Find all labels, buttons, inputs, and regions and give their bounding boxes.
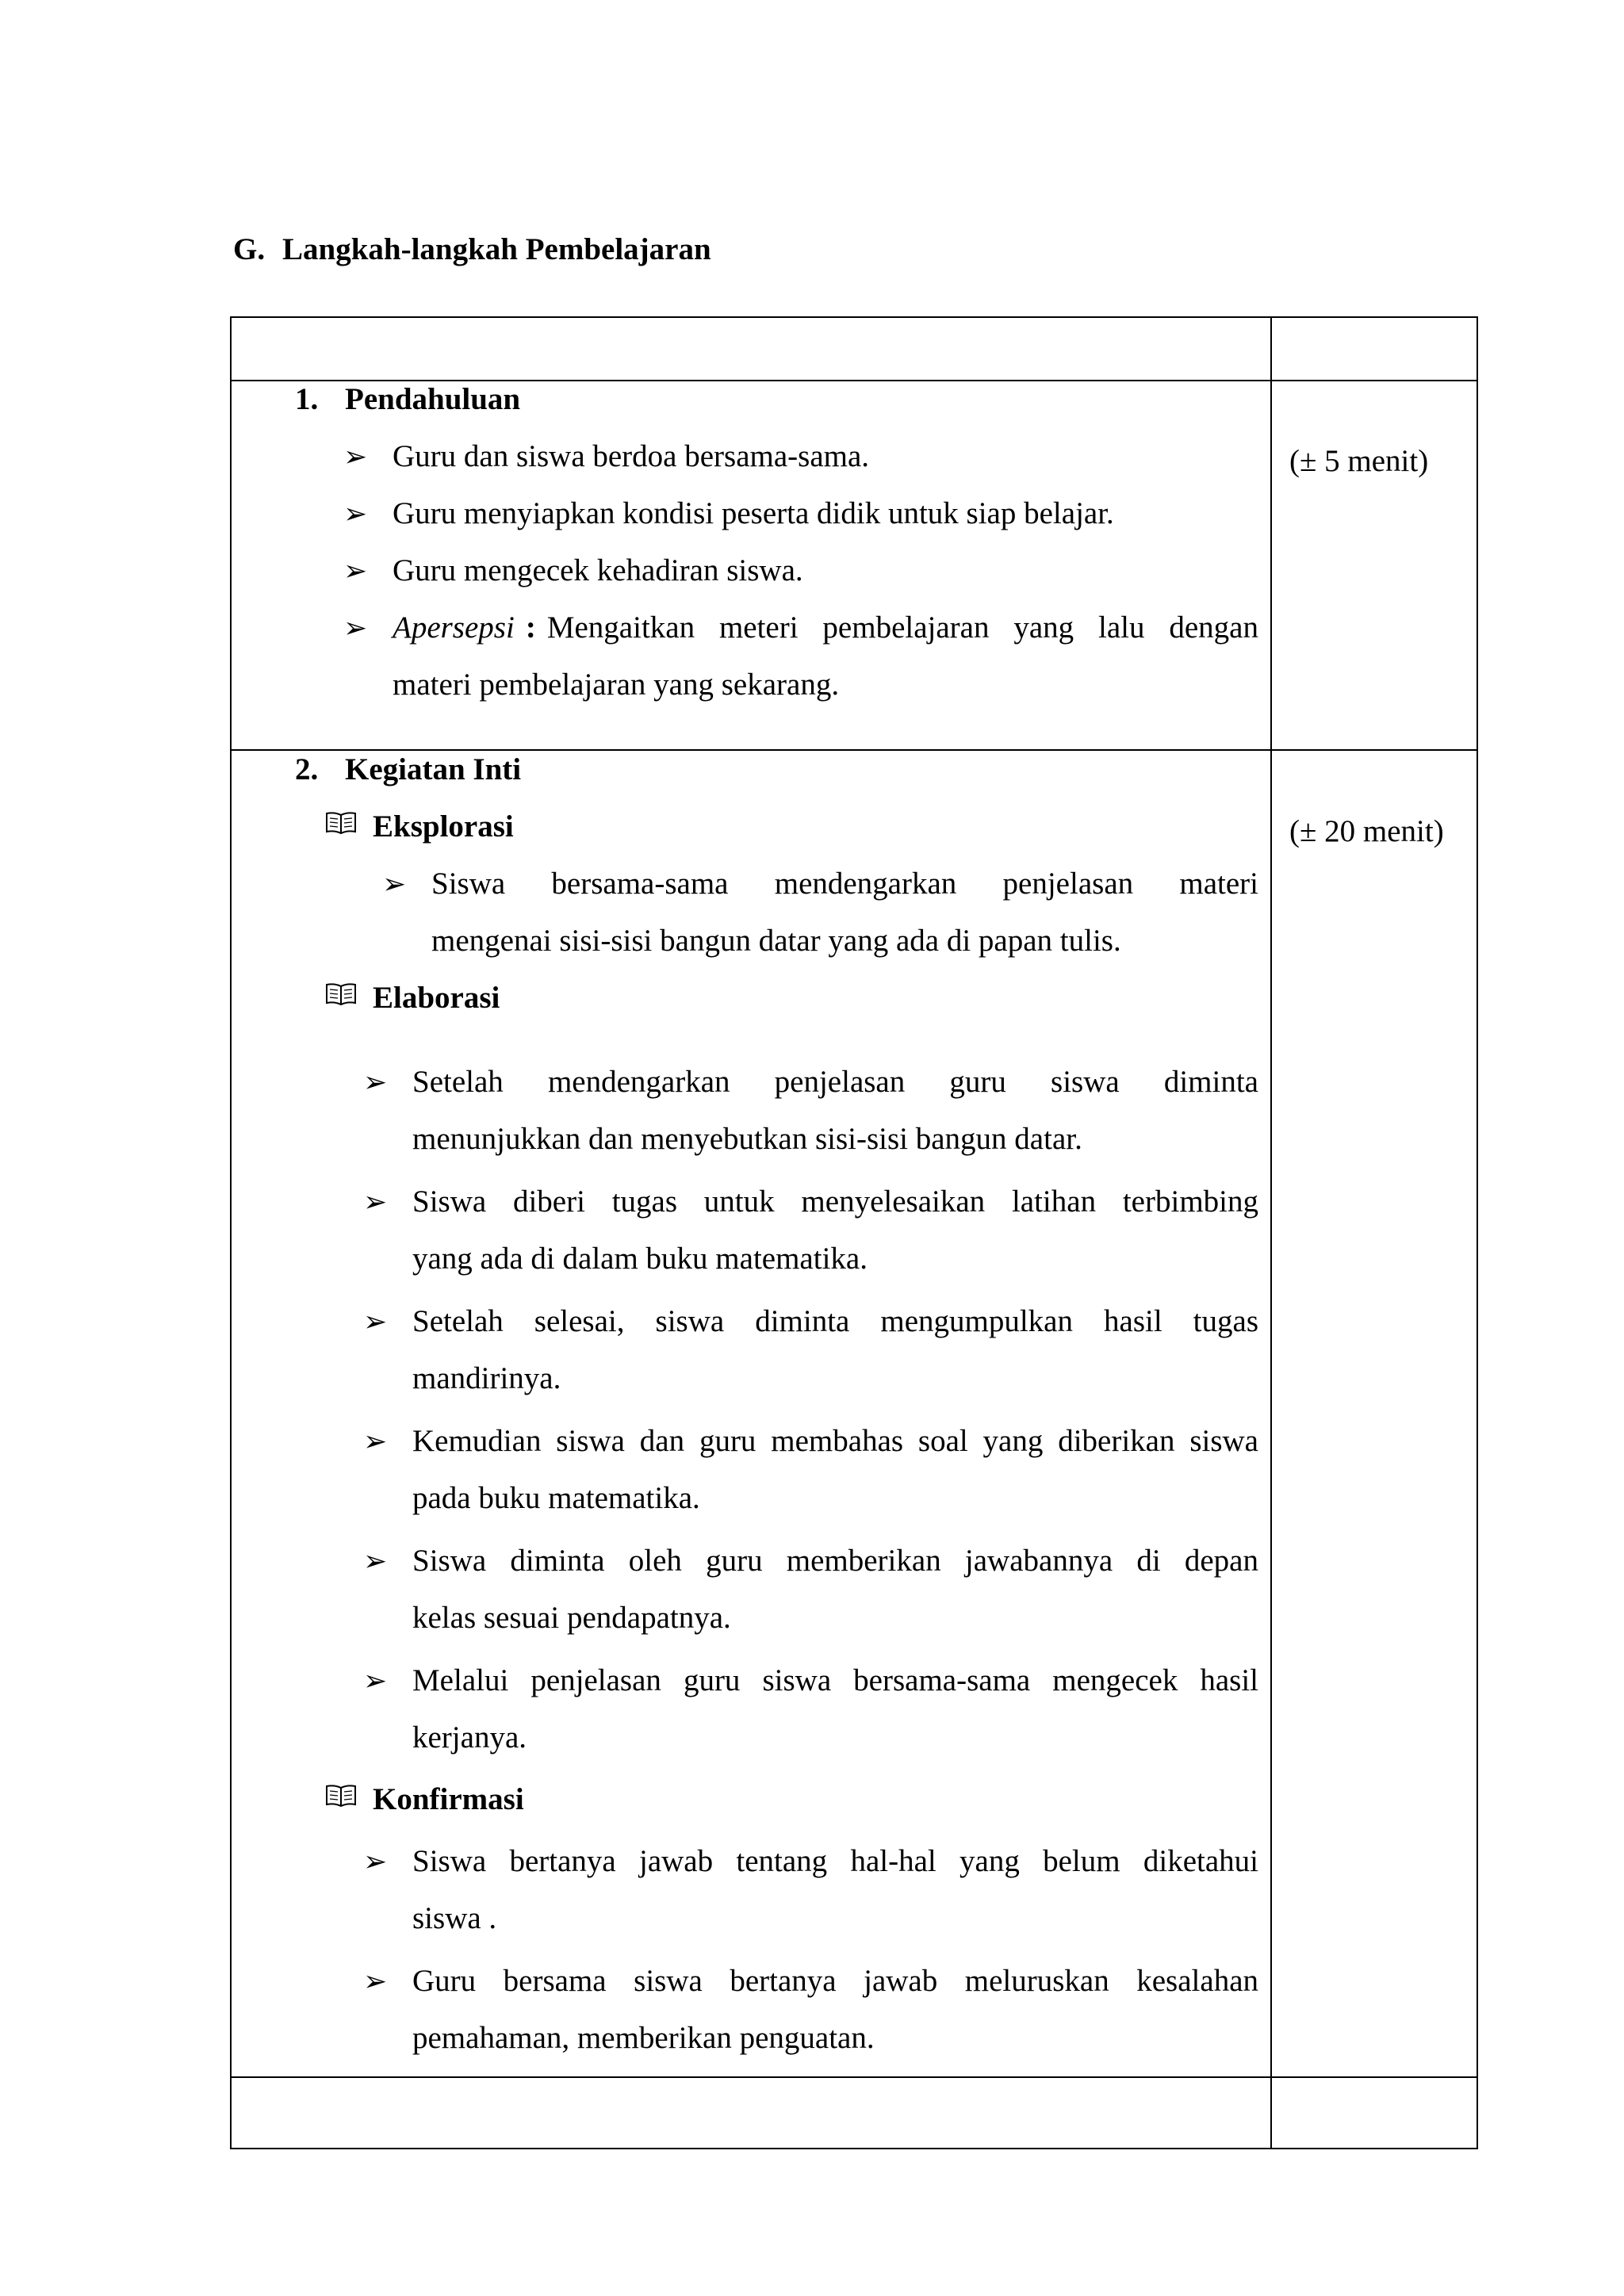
apersepsi-line-1 — [393, 599, 1258, 656]
eksplorasi-item-line-2: mengenai sisi-sisi bangun datar yang ada di papan tulis. — [431, 924, 1121, 958]
elaborasi-item-line-2: kerjanya. — [412, 1720, 527, 1755]
arrow-bullet-icon: ➢ — [363, 1306, 388, 1337]
section-title-text: Langkah-langkah Pembelajaran — [282, 232, 711, 266]
elaborasi-title: Elaborasi — [373, 981, 500, 1015]
pendahuluan-item: Guru mengecek kehadiran siswa. — [393, 553, 803, 587]
eksplorasi-item-line-1: Siswa bersama-sama mendengarkan penjelasan materi — [431, 867, 1258, 901]
table-border-top — [230, 316, 1478, 318]
konfirmasi-item-line-2: siswa . — [412, 1901, 497, 1935]
konfirmasi-item-line-1: Siswa bertanya jawab tentang hal-hal yang belum diketahui — [412, 1844, 1258, 1878]
eksplorasi-title: Eksplorasi — [373, 809, 514, 844]
column-divider — [1270, 316, 1272, 2149]
inti-title: Kegiatan Inti — [345, 752, 522, 786]
arrow-bullet-icon: ➢ — [382, 868, 407, 900]
open-book-icon — [325, 811, 357, 835]
pendahuluan-title: Pendahuluan — [345, 382, 521, 416]
arrow-bullet-icon: ➢ — [343, 441, 368, 473]
elaborasi-item-line-1: Siswa diberi tugas untuk menyelesaikan latihan terbimbing — [412, 1184, 1258, 1219]
elaborasi-item-line-2: yang ada di dalam buku matematika. — [412, 1242, 868, 1276]
konfirmasi-item-line-1: Guru bersama siswa bertanya jawab meluruskan kesalahan — [412, 1964, 1258, 1998]
inti-row-divider — [230, 2076, 1478, 2078]
arrow-bullet-icon: ➢ — [363, 1186, 388, 1218]
elaborasi-item-line-1: Kemudian siswa dan guru membahas soal yang diberikan siswa — [412, 1424, 1258, 1458]
inti-time: (± 20 menit) — [1289, 814, 1444, 848]
arrow-bullet-icon: ➢ — [363, 1846, 388, 1877]
table-border-left — [230, 316, 232, 2149]
arrow-bullet-icon: ➢ — [363, 1665, 388, 1697]
elaborasi-item-line-1: Melalui penjelasan guru siswa bersama-sama mengecek hasil — [412, 1663, 1258, 1697]
apersepsi-colon: : — [525, 610, 536, 645]
arrow-bullet-icon: ➢ — [363, 1965, 388, 1997]
arrow-bullet-icon: ➢ — [363, 1066, 388, 1098]
open-book-icon — [325, 982, 357, 1006]
pendahuluan-time: (± 5 menit) — [1289, 444, 1429, 478]
pendahuluan-item: Guru dan siswa berdoa bersama-sama. — [393, 439, 870, 473]
section-heading — [233, 232, 711, 267]
konfirmasi-item-line-2: pemahaman, memberikan penguatan. — [412, 2021, 875, 2055]
elaborasi-item-line-2: kelas sesuai pendapatnya. — [412, 1601, 731, 1635]
table-border-bottom — [230, 2148, 1478, 2149]
inti-number: 2. — [295, 752, 319, 786]
apersepsi-term: Apersepsi — [393, 610, 515, 645]
elaborasi-item-line-1: Setelah mendengarkan penjelasan guru siswa diminta — [412, 1065, 1258, 1099]
apersepsi-line-2: materi pembelajaran yang sekarang. — [393, 668, 840, 702]
arrow-bullet-icon: ➢ — [363, 1425, 388, 1457]
arrow-bullet-icon: ➢ — [343, 612, 368, 644]
arrow-bullet-icon: ➢ — [363, 1545, 388, 1577]
table-border-right — [1477, 316, 1478, 2149]
apersepsi-text: Mengaitkan meteri pembelajaran yang lalu dengan — [546, 610, 1258, 645]
lesson-steps-table — [230, 316, 1478, 2149]
elaborasi-item-line-1: Siswa diminta oleh guru memberikan jawabannya di depan — [412, 1544, 1258, 1578]
arrow-bullet-icon: ➢ — [343, 498, 368, 530]
pendahuluan-number: 1. — [295, 382, 319, 416]
arrow-bullet-icon: ➢ — [343, 555, 368, 587]
pendahuluan-item: Guru menyiapkan kondisi peserta didik untuk siap belajar. — [393, 496, 1114, 530]
elaborasi-item-line-2: menunjukkan dan menyebutkan sisi-sisi bangun datar. — [412, 1122, 1082, 1156]
elaborasi-item-line-2: pada buku matematika. — [412, 1481, 700, 1515]
elaborasi-item-line-2: mandirinya. — [412, 1361, 561, 1395]
elaborasi-item-line-1: Setelah selesai, siswa diminta mengumpulkan hasil tugas — [412, 1304, 1258, 1338]
open-book-icon — [325, 1784, 357, 1808]
section-letter: G. — [233, 232, 266, 266]
konfirmasi-title: Konfirmasi — [373, 1782, 524, 1816]
